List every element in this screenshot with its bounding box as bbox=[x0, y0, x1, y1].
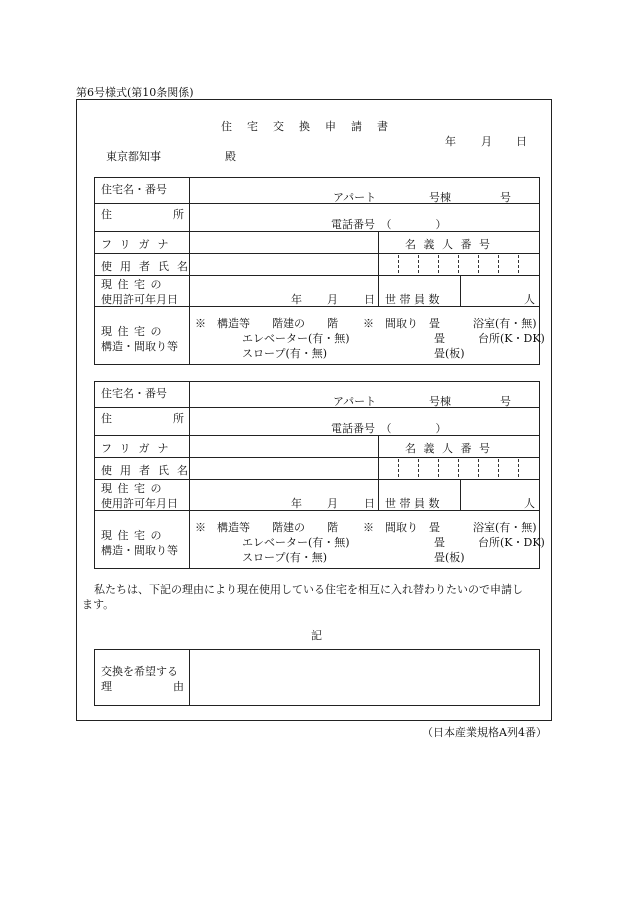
permit-month: 月 bbox=[327, 293, 338, 306]
number-label: 号 bbox=[500, 395, 511, 408]
structure-line1b: ※ 間取り 畳 浴室(有・無) bbox=[363, 317, 537, 330]
label-housing-name: 住宅名・番号 bbox=[101, 183, 167, 196]
phone-label: 電話番号 （ ） bbox=[331, 218, 447, 231]
label-permit-2: 使用許可年月日 bbox=[101, 497, 178, 510]
applicant-table-2 bbox=[94, 381, 545, 569]
date-day: 日 bbox=[516, 135, 527, 148]
applicant-table-1 bbox=[94, 177, 545, 365]
phone-label: 電話番号 （ ） bbox=[331, 422, 447, 435]
number-label: 号 bbox=[500, 191, 511, 204]
label-permit-2: 使用許可年月日 bbox=[101, 293, 178, 306]
structure-line2b: 畳 台所(K・DK) bbox=[434, 536, 545, 549]
label-structure-2: 構造・間取り等 bbox=[101, 340, 178, 353]
label-permit-1: 現 住 宅 の bbox=[101, 278, 163, 291]
label-nominee-number: 名 義 人 番 号 bbox=[405, 442, 492, 455]
label-housing-name: 住宅名・番号 bbox=[101, 387, 167, 400]
permit-day: 日 bbox=[364, 293, 375, 306]
declaration-line-2: ます。 bbox=[82, 598, 115, 611]
ki-heading: 記 bbox=[311, 629, 322, 642]
structure-line3a: スロープ(有・無) bbox=[242, 347, 328, 360]
label-address-left: 住 bbox=[101, 208, 112, 221]
label-reason-1: 交換を希望する bbox=[101, 665, 178, 678]
addressee: 東京都知事 bbox=[106, 150, 161, 163]
label-household: 世 帯 員 数 bbox=[385, 293, 440, 306]
label-household: 世 帯 員 数 bbox=[385, 497, 440, 510]
label-structure-2: 構造・間取り等 bbox=[101, 544, 178, 557]
footer-standard: （日本産業規格A列4番） bbox=[422, 726, 547, 739]
structure-line1a: ※ 構造等 階建の 階 bbox=[195, 521, 338, 534]
permit-month: 月 bbox=[327, 497, 338, 510]
structure-line1a: ※ 構造等 階建の 階 bbox=[195, 317, 338, 330]
structure-line3b: 畳(板) bbox=[434, 551, 465, 564]
structure-line1b: ※ 間取り 畳 浴室(有・無) bbox=[363, 521, 537, 534]
label-furigana: フリガナ bbox=[101, 442, 177, 455]
label-address-left: 住 bbox=[101, 412, 112, 425]
label-structure-1: 現 住 宅 の bbox=[101, 325, 163, 338]
permit-year: 年 bbox=[291, 497, 302, 510]
structure-line2b: 畳 台所(K・DK) bbox=[434, 332, 545, 345]
apart-label: アパート bbox=[333, 191, 377, 204]
household-persons: 人 bbox=[524, 497, 535, 510]
label-permit-1: 現 住 宅 の bbox=[101, 482, 163, 495]
structure-line2a: エレベーター(有・無) bbox=[242, 536, 350, 549]
label-furigana: フリガナ bbox=[101, 238, 177, 251]
date-year: 年 bbox=[445, 135, 456, 148]
structure-line3b: 畳(板) bbox=[434, 347, 465, 360]
declaration-line-1: 私たちは、下記の理由により現在使用している住宅を相互に入れ替わりたいので申請し bbox=[94, 583, 523, 596]
structure-line3a: スロープ(有・無) bbox=[242, 551, 328, 564]
building-label: 号棟 bbox=[429, 395, 451, 408]
label-structure-1: 現 住 宅 の bbox=[101, 529, 163, 542]
label-reason-2-right: 由 bbox=[173, 680, 184, 693]
label-reason-2-left: 理 bbox=[101, 680, 112, 693]
form-title: 住 宅 交 換 申 請 書 bbox=[221, 120, 390, 133]
building-label: 号棟 bbox=[429, 191, 451, 204]
reason-table bbox=[94, 649, 540, 706]
structure-line2a: エレベーター(有・無) bbox=[242, 332, 350, 345]
label-user-name: 使用者氏名 bbox=[101, 260, 196, 273]
permit-day: 日 bbox=[364, 497, 375, 510]
label-address-right: 所 bbox=[173, 412, 184, 425]
date-month: 月 bbox=[481, 135, 492, 148]
label-address-right: 所 bbox=[173, 208, 184, 221]
label-user-name: 使用者氏名 bbox=[101, 464, 196, 477]
label-nominee-number: 名 義 人 番 号 bbox=[405, 238, 492, 251]
honorific: 殿 bbox=[225, 150, 236, 163]
household-persons: 人 bbox=[524, 293, 535, 306]
form-number: 第6号様式(第10条関係) bbox=[76, 86, 194, 99]
apart-label: アパート bbox=[333, 395, 377, 408]
permit-year: 年 bbox=[291, 293, 302, 306]
